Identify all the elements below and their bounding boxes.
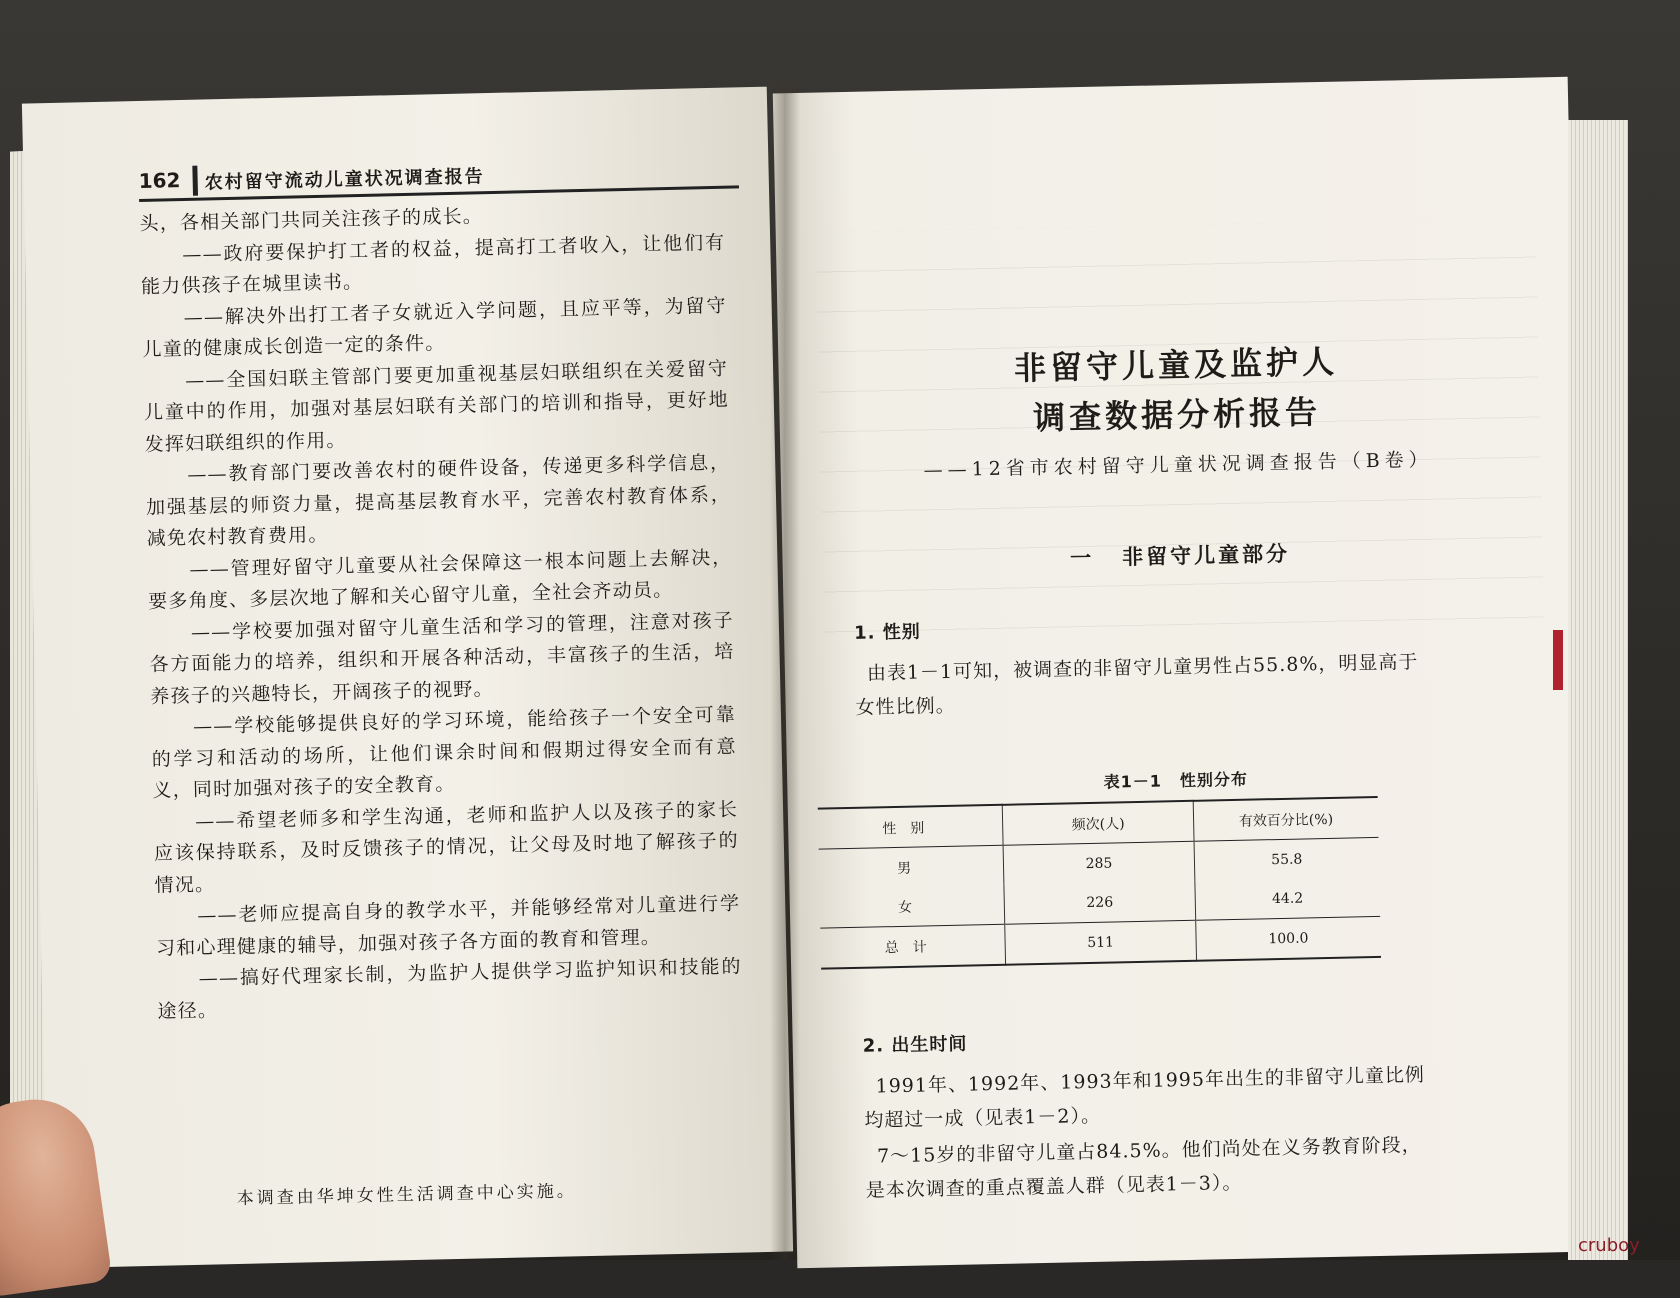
paragraph-gender: 由表1－1可知，被调查的非留守儿童男性占55.8%，明显高于女性比例。: [855, 651, 1419, 719]
watermark: cruboy: [1578, 1235, 1640, 1256]
percent-cell: 44.2: [1195, 877, 1381, 920]
paragraph: ——政府要保护打工者的权益，提高打工者收入，让他们有能力供孩子在城里读书。: [140, 231, 726, 298]
page-header: [138, 155, 739, 202]
percent-cell: 100.0: [1195, 916, 1381, 960]
paragraph-age: 7～15岁的非留守儿童占84.5%。他们尚处在义务教育阶段，是本次调查的重点覆盖人群（见表1－3）。: [865, 1134, 1422, 1202]
paragraph: ——老师应提高自身的教学水平，并能够经常对儿童进行学习和心理健康的辅导，加强对孩子各方面的教育和管理。: [155, 892, 741, 960]
paragraph: ——搞好代理家长制，为监护人提供学习监护知识和技能的途径。: [157, 955, 742, 1023]
frequency-cell: 226: [1004, 881, 1195, 924]
paragraph: ——教育部门要改善农村的硬件设备，传递更多科学信息，加强基层的师资力量，提高基层教育水平，完善农村教育体系，减免农村教育费用。: [145, 451, 732, 550]
row-label: 总计: [884, 938, 941, 956]
running-head: 农村留守流动儿童状况调查报告: [204, 166, 485, 194]
book-gutter: [770, 80, 800, 1260]
right-page: [773, 77, 1592, 1268]
frequency-cell: 285: [1003, 841, 1194, 884]
paragraph: ——解决外出打工者子女就近入学问题，且应平等，为留守儿童的健康成长创造一定的条件。: [142, 294, 727, 361]
row-label: 男: [897, 859, 926, 877]
table-number: 表1－1: [1103, 771, 1163, 792]
right-page-stack: [1568, 120, 1628, 1260]
column-header: 性别: [882, 819, 939, 837]
column-header: 频次(人): [1003, 801, 1194, 845]
paragraph: ——学校要加强对留守儿童生活和学习的管理，注意对孩子各方面能力的培养，组织和开展各种活动，丰富孩子的生活，培养孩子的兴趣特长，开阔孩子的视野。: [149, 609, 735, 708]
left-body-text: [139, 196, 742, 1028]
survey-footnote: 本调查由华坤女性生活调查中心实施。: [236, 1181, 577, 1210]
header-divider: [192, 166, 198, 196]
subsection-heading-birth: 2. 出生时间: [862, 1033, 968, 1057]
section-number: 一: [1069, 545, 1095, 571]
paragraph: ——全国妇联主管部门要更加重视基层妇联组织在关爱留守儿童中的作用，加强对基层妇联有关部门的培训和指导，更好地发挥妇联组织的作用。: [143, 357, 730, 456]
title-line-2: 调查数据分析报告: [1032, 393, 1322, 438]
title-line-1: 非留守儿童及监护人: [1013, 342, 1339, 388]
report-subtitle: ——12省市农村留守儿童状况调查报告（B卷）: [923, 448, 1433, 482]
frequency-cell: 511: [1005, 920, 1196, 964]
bookmark-ribbon: [1553, 630, 1563, 690]
paragraph: ——希望老师多和学生沟通，老师和监护人以及孩子的家长应该保持联系，及时反馈孩子的情况，让父母及时地了解孩子的情况。: [153, 798, 740, 897]
paragraph-birth-year: 1991年、1992年、1993年和1995年出生的非留守儿童比例均超过一成（见表1－2）。: [864, 1064, 1426, 1132]
left-page: [22, 87, 793, 1269]
column-header: 有效百分比(%): [1193, 797, 1379, 841]
page-number: 162: [138, 168, 181, 193]
paragraph: ——学校能够提供良好的学习环境，能给孩子一个安全可靠的学习和活动的场所，让他们课余时间和假期过得安全而有意义，同时加强对孩子的安全教育。: [151, 703, 737, 802]
paragraph: 头，各相关部门共同关注孩子的成长。: [139, 205, 484, 235]
percent-cell: 55.8: [1194, 837, 1380, 880]
section-title: 非留守儿童部分: [1121, 541, 1291, 570]
report-title: [778, 332, 1575, 449]
paragraph: ——管理好留守儿童要从社会保障这一根本问题上去解决，要多角度、多层次地了解和关心留守儿童，全社会齐动员。: [147, 546, 733, 613]
table-caption: [787, 760, 1582, 800]
row-label: 女: [897, 898, 927, 916]
subsection-heading-gender: 1. 性别: [853, 621, 921, 644]
gender-distribution-table: [818, 796, 1381, 970]
table-title: 性别分布: [1179, 769, 1249, 791]
